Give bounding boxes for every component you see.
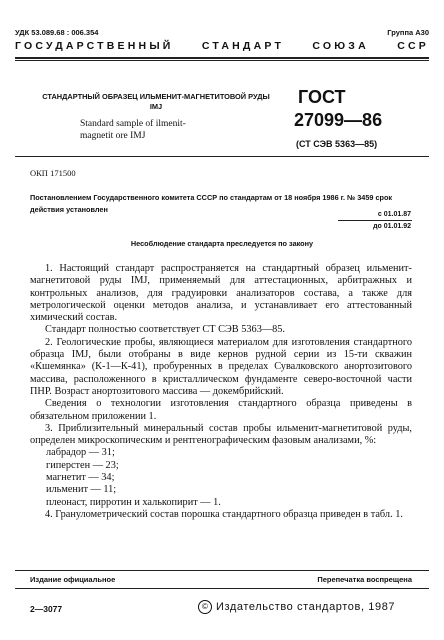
list-item: плеонаст, пирротин и халькопирит — 1. [46, 496, 221, 508]
paragraph: 2. Геологические пробы, являющиеся материалом для изготовления стандартного образца IMJ, были отобраны в виде кернов рудной серии из 15-ти скважин «Кшемянка» (К-1—К-41), пробуренных в пределах Сувалковского анортозитового массива, расположенного в кристаллическом фундаменте северо-восточной части ПНР. Возраст анортозитового массива — докембрийский. [30, 336, 412, 397]
validity-rule [338, 220, 412, 221]
copyright-icon: © [198, 600, 212, 614]
paragraph: 4. Гранулометрический состав порошка стандартного образца приведен в табл. 1. [45, 508, 403, 520]
english-title-line: Standard sample of ilmenit- [80, 119, 186, 129]
header-rule-thin [15, 60, 429, 61]
mineral-list [30, 447, 412, 508]
footer-rule [15, 570, 429, 571]
paragraph: Стандарт полностью соответствует СТ СЭВ 5363—85. [45, 324, 286, 336]
paragraph: 1. Настоящий стандарт распространяется на стандартный образец ильменит-магнетитовой руды IMJ, применяемый для аттестационных, арбитражных и контрольных анализов, для градуировки анализаторов состава, а также для метрологической оценки методов анализа, и устанавливает его аттестованный химический состав. [30, 263, 412, 324]
udk-code: УДК 53.089.68 : 006.354 [15, 28, 99, 37]
sheet-number: 2—3077 [30, 604, 63, 614]
gost-number: 27099—86 [294, 110, 383, 130]
banner-word: СОЮЗА [312, 40, 369, 52]
gost-label: ГОСТ [298, 87, 346, 107]
valid-to: до 01.01.92 [373, 223, 411, 230]
banner-word: ГОСУДАРСТВЕННЫЙ [15, 40, 174, 52]
publisher [198, 600, 395, 614]
group-code: Группа А30 [387, 28, 429, 37]
english-title-line: magnetit ore IMJ [80, 131, 146, 141]
header-rule [15, 57, 429, 59]
publisher-text: Издательство стандартов, 1987 [216, 600, 396, 613]
reprint-forbidden: Перепечатка воспрещена [317, 575, 412, 584]
title-rule [15, 156, 429, 157]
gost-designation [294, 86, 382, 132]
okp-code: ОКП 171500 [30, 168, 76, 178]
official-edition: Издание официальное [30, 575, 116, 584]
body-text [30, 263, 412, 521]
footer-rule-thin [15, 588, 429, 589]
list-item: магнетит — 34; [46, 472, 115, 484]
list-item: гиперстен — 23; [46, 459, 119, 471]
decree-text: Постановлением Государственного комитета СССР по стандартам от 18 ноября 1986 г. № 3459 срок действия установлен [30, 193, 393, 214]
valid-from: с 01.01.87 [377, 211, 411, 218]
state-standard-banner [15, 40, 429, 52]
paragraph: 3. Приблизительный минеральный состав пробы ильменит-магнетитовой руды, определен микроскопическим и рентгенографическим фазовым анализами, %: [30, 422, 412, 447]
st-sev-reference: (СТ СЭВ 5363—85) [296, 139, 378, 149]
banner-word: ССР [397, 40, 429, 52]
english-title [80, 118, 250, 142]
list-item: ильменит — 11; [46, 484, 117, 496]
list-item: лабрадор — 31; [46, 447, 115, 459]
banner-word: СТАНДАРТ [201, 40, 285, 52]
legal-warning: Несоблюдение стандарта преследуется по закону [130, 239, 314, 248]
paragraph: Сведения о технологии изготовления стандартного образца приведены в обязательном приложении 1. [30, 398, 412, 422]
document-title: СТАНДАРТНЫЙ ОБРАЗЕЦ ИЛЬМЕНИТ-МАГНЕТИТОВОЙ РУДЫ IMJ [42, 92, 270, 111]
